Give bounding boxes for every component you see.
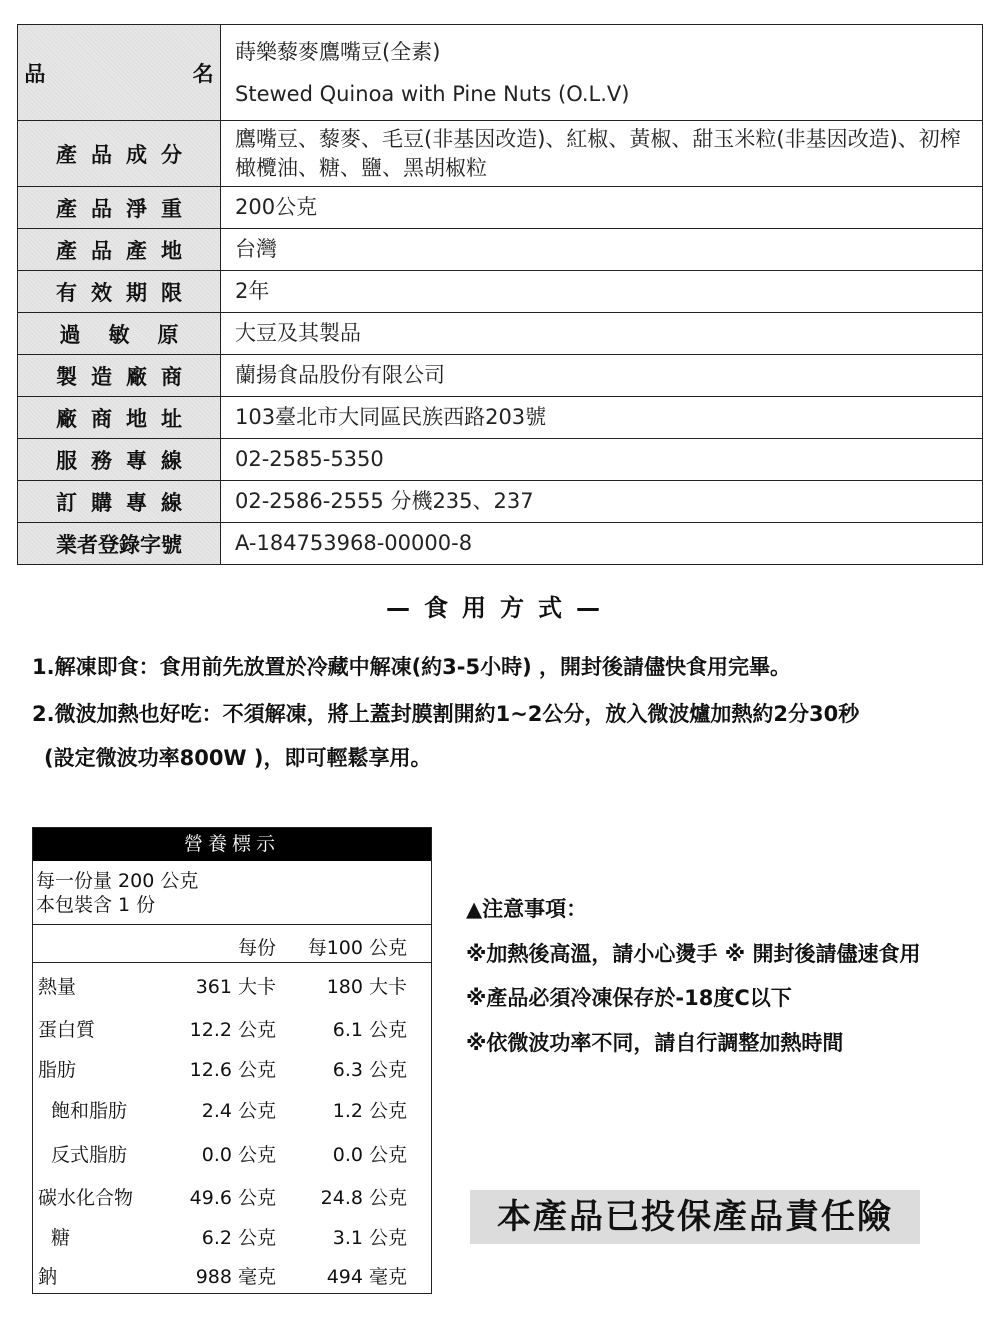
info-row-ingredients [18, 121, 983, 187]
col-per-serving: 每份 [237, 937, 276, 959]
info-row-registration [18, 523, 983, 565]
info-row-allergen [18, 313, 983, 355]
info-value-order: 02-2586-2555 分機235、237 [221, 481, 983, 523]
info-row-order [18, 481, 983, 523]
info-label-order: 訂購專線 [18, 481, 221, 523]
info-value-name [221, 25, 983, 121]
nutrient-name: 鈉 [38, 1266, 58, 1288]
nutrition-column-header [33, 933, 431, 957]
info-row-weight [18, 187, 983, 229]
info-label-shelf-life: 有效期限 [18, 271, 221, 313]
nutrient-per-100g: 1.2 公克 [332, 1100, 407, 1122]
nutrition-row-sugar [33, 1223, 431, 1247]
insurance-badge: 本產品已投保產品責任險 [470, 1190, 920, 1244]
nutrient-name: 蛋白質 [38, 1019, 96, 1041]
notes-line-1: ※加熱後高溫，請小心燙手 ※ 開封後請儘速食用 [466, 942, 921, 966]
nutrient-per-100g: 6.3 公克 [332, 1059, 407, 1081]
info-value-registration: A-184753968-00000-8 [221, 523, 983, 565]
usage-line-3: (設定微波功率800W )，即可輕鬆享用。 [44, 746, 432, 770]
info-value-maker: 蘭揚食品股份有限公司 [221, 355, 983, 397]
notes-line-2: ※產品必須冷凍保存於-18度C以下 [466, 986, 792, 1010]
info-row-maker [18, 355, 983, 397]
serving-size: 每一份量 200 公克 [36, 870, 199, 892]
info-row-service [18, 439, 983, 481]
product-name-en: Stewed Quinoa with Pine Nuts (O.L.V) [235, 81, 630, 106]
nutrition-divider [33, 924, 431, 925]
info-label-weight: 產品淨重 [18, 187, 221, 229]
nutrition-title: 營養標示 [33, 828, 431, 861]
col-per-100g: 每100 公克 [307, 937, 407, 959]
info-label-registration: 業者登錄字號 [18, 523, 221, 565]
product-name-zh: 蒔樂藜麥鷹嘴豆(全素) [235, 39, 441, 64]
nutrient-per-serving: 361 大卡 [195, 976, 276, 998]
info-label-service: 服務專線 [18, 439, 221, 481]
info-row-origin [18, 229, 983, 271]
nutrient-per-serving: 6.2 公克 [201, 1227, 276, 1249]
nutrition-row-saturated-fat [33, 1096, 431, 1120]
nutrient-per-100g: 3.1 公克 [332, 1227, 407, 1249]
nutrition-row-protein [33, 1015, 431, 1039]
info-label-name: 品 名 [18, 25, 221, 121]
usage-line-1: 1.解凍即食：食用前先放置於冷藏中解凍(約3-5小時) ，開封後請儘快食用完畢。 [32, 655, 792, 679]
info-value-ingredients: 鷹嘴豆、藜麥、毛豆(非基因改造)、紅椒、黃椒、甜玉米粒(非基因改造)、初榨橄欖油、糖、鹽、黑胡椒粒 [221, 121, 983, 187]
nutrient-per-100g: 6.1 公克 [332, 1019, 407, 1041]
product-info-table [17, 24, 983, 565]
nutrient-per-100g: 180 大卡 [326, 976, 407, 998]
info-row-shelf-life [18, 271, 983, 313]
info-value-service: 02-2585-5350 [221, 439, 983, 481]
nutrition-serving-info [36, 869, 198, 917]
nutrient-name: 飽和脂肪 [51, 1100, 128, 1122]
nutrient-per-100g: 24.8 公克 [320, 1187, 407, 1209]
nutrient-per-100g: 0.0 公克 [332, 1144, 407, 1166]
nutrition-row-trans-fat [33, 1140, 431, 1164]
info-value-address: 103臺北市大同區民族西路203號 [221, 397, 983, 439]
info-label-maker: 製造廠商 [18, 355, 221, 397]
info-value-weight: 200公克 [221, 187, 983, 229]
nutrition-divider [33, 962, 431, 963]
info-label-ingredients: 產品成分 [18, 121, 221, 187]
nutrient-name: 糖 [51, 1227, 71, 1249]
nutrition-row-fat [33, 1055, 431, 1079]
info-value-origin: 台灣 [221, 229, 983, 271]
nutrient-per-serving: 0.0 公克 [201, 1144, 276, 1166]
nutrient-per-serving: 2.4 公克 [201, 1100, 276, 1122]
nutrition-row-sodium [33, 1262, 431, 1286]
usage-line-2: 2.微波加熱也好吃：不須解凍，將上蓋封膜割開約1~2公分，放入微波爐加熱約2分30秒 [32, 702, 860, 726]
info-value-shelf-life: 2年 [221, 271, 983, 313]
nutrient-name: 脂肪 [38, 1059, 77, 1081]
nutrient-name: 碳水化合物 [38, 1187, 134, 1209]
nutrient-per-serving: 988 毫克 [195, 1266, 276, 1288]
nutrient-per-100g: 494 毫克 [326, 1266, 407, 1288]
nutrition-panel [32, 827, 432, 1294]
info-label-address: 廠商地址 [18, 397, 221, 439]
nutrient-per-serving: 49.6 公克 [189, 1187, 276, 1209]
nutrition-row-carbohydrate [33, 1183, 431, 1207]
notes-title: ▲注意事項： [466, 897, 588, 921]
info-label-allergen: 過敏原 [18, 313, 221, 355]
info-value-allergen: 大豆及其製品 [221, 313, 983, 355]
nutrient-name: 熱量 [38, 976, 77, 998]
nutrient-per-serving: 12.6 公克 [189, 1059, 276, 1081]
info-label-origin: 產品產地 [18, 229, 221, 271]
info-row-address [18, 397, 983, 439]
notes-line-3: ※依微波功率不同，請自行調整加熱時間 [466, 1031, 844, 1055]
nutrient-per-serving: 12.2 公克 [189, 1019, 276, 1041]
servings-per-pack: 本包裝含 1 份 [36, 894, 156, 916]
usage-title: —食用方式— [386, 594, 614, 622]
nutrition-row-calories [33, 972, 431, 996]
nutrient-name: 反式脂肪 [51, 1144, 128, 1166]
info-row-name [18, 25, 983, 121]
